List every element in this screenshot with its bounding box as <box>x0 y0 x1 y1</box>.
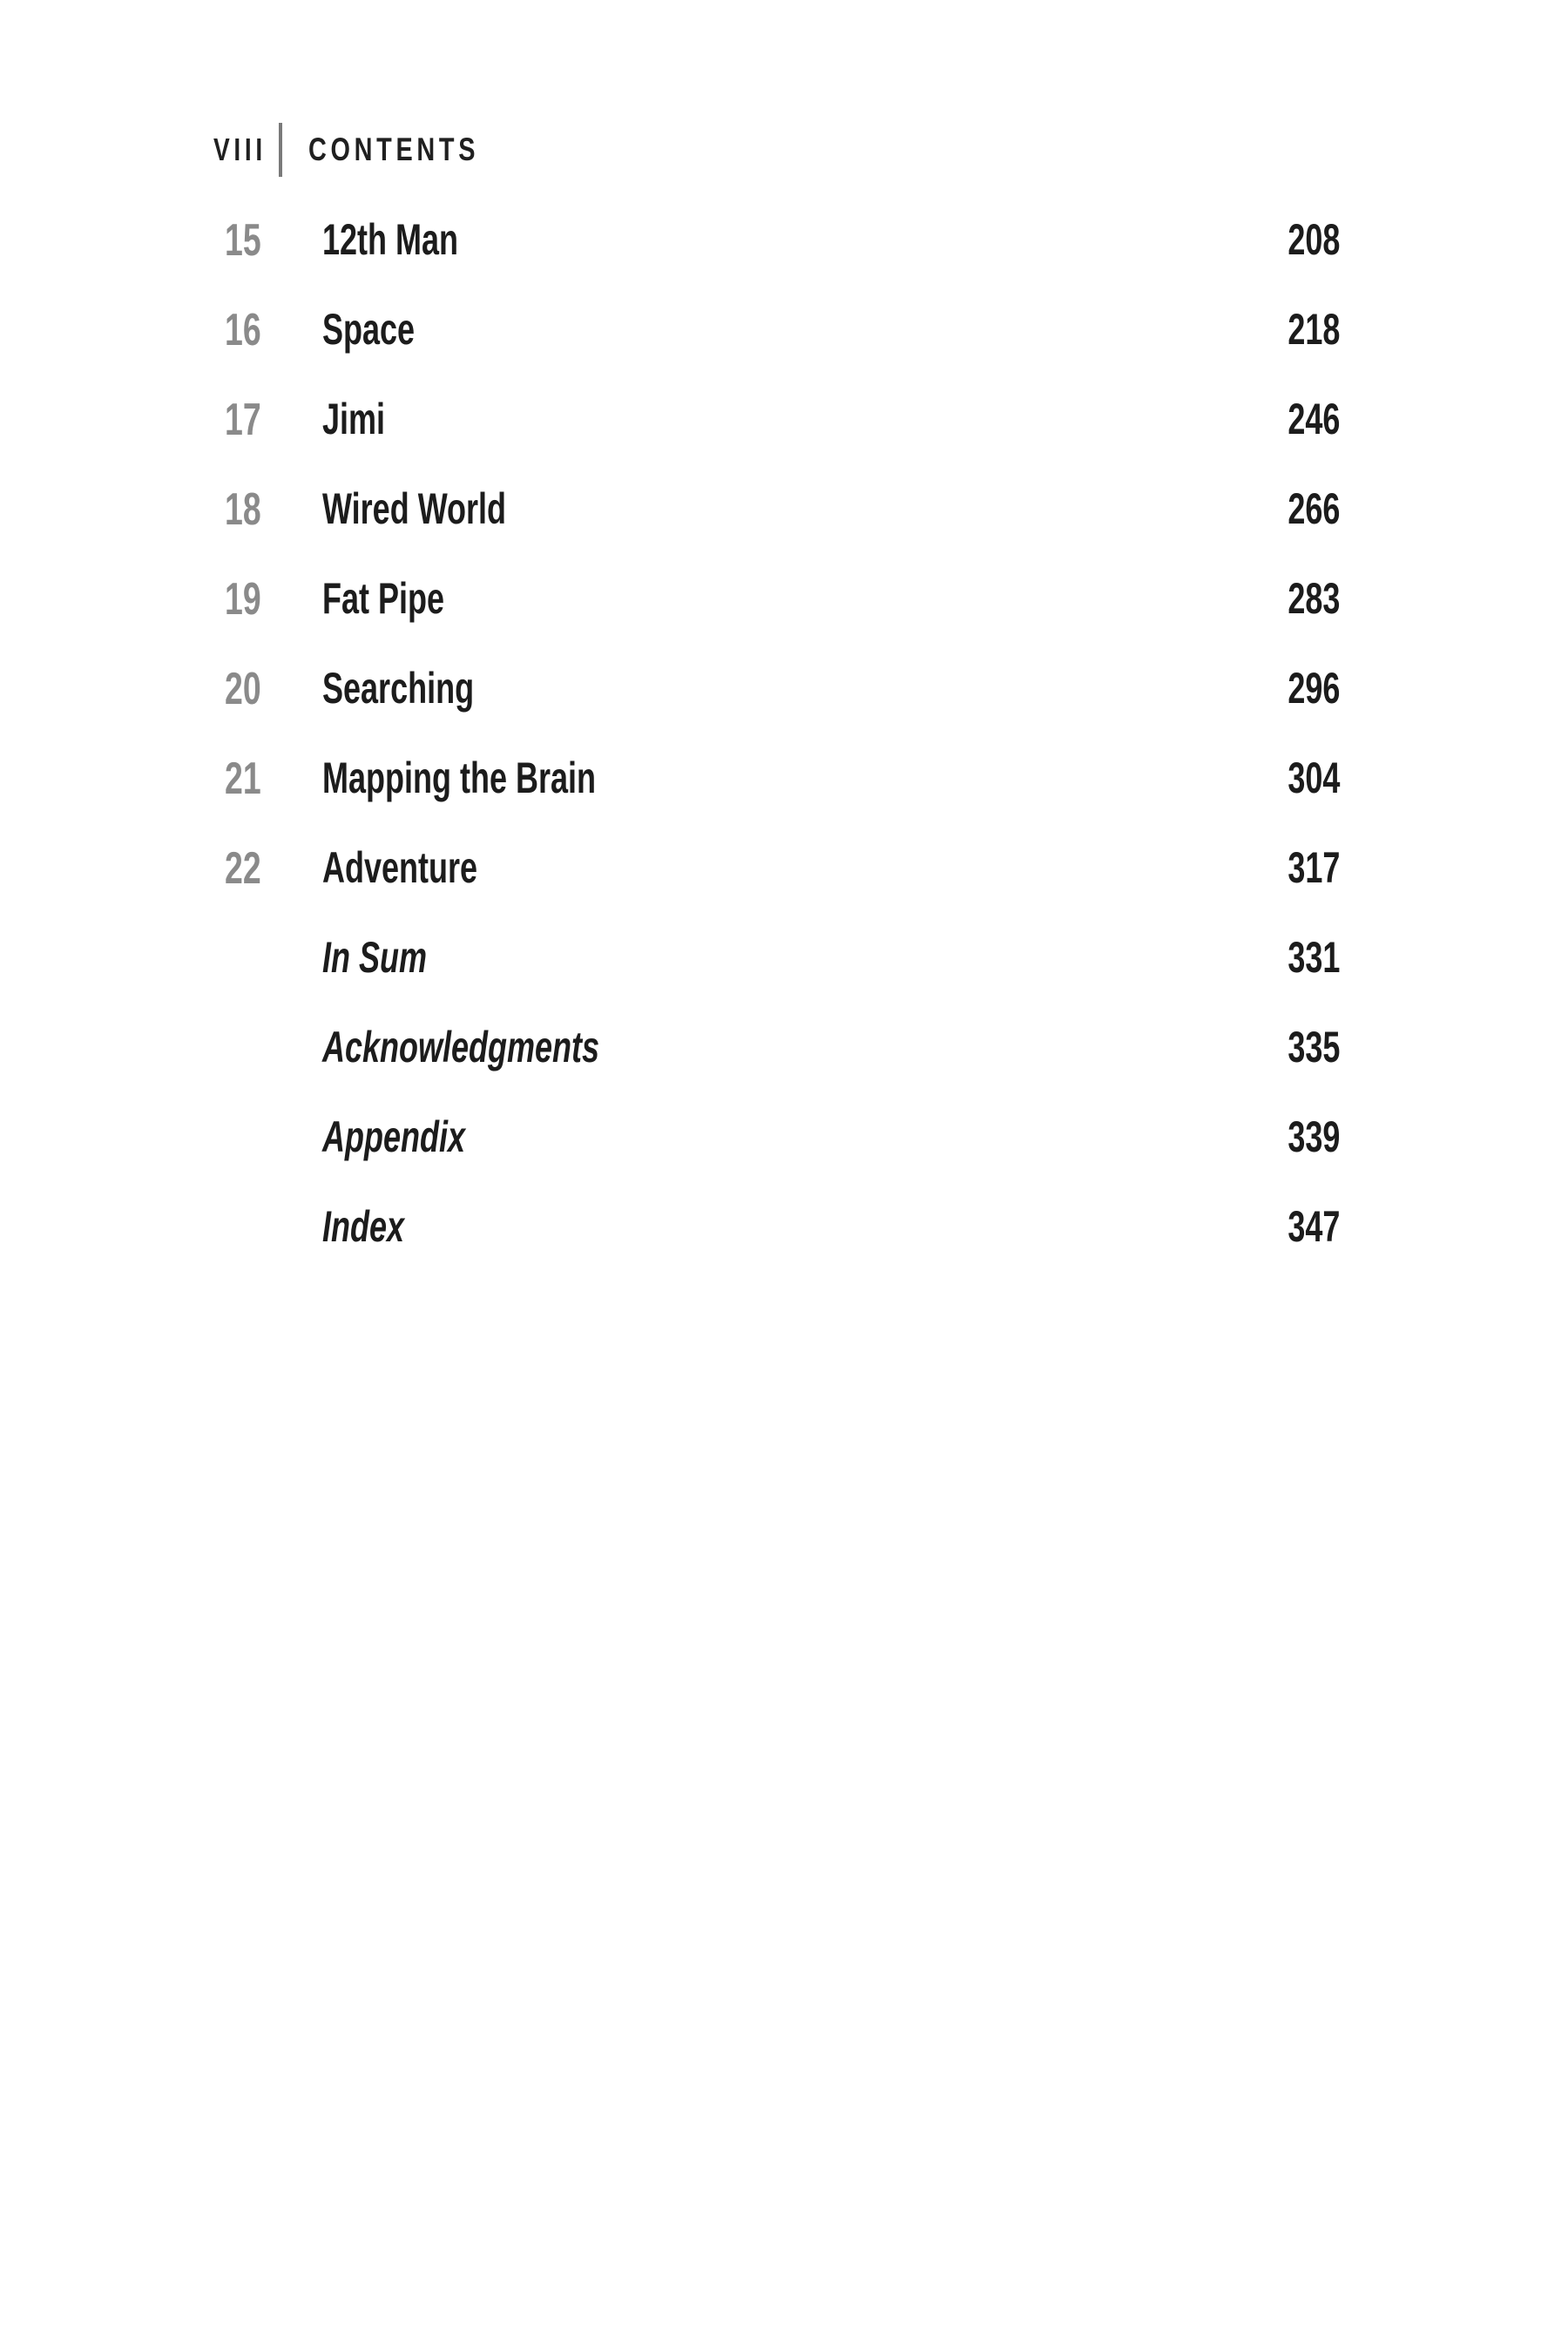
chapter-title: Mapping the Brain <box>322 754 596 802</box>
chapter-title: Space <box>322 305 416 354</box>
chapter-number: 16 <box>225 305 261 355</box>
back-matter-title: Appendix <box>322 1112 466 1161</box>
table-of-contents <box>0 199 1568 1275</box>
toc-entry[interactable] <box>0 558 1568 647</box>
toc-entry[interactable] <box>0 827 1568 916</box>
toc-entry[interactable] <box>0 199 1568 288</box>
chapter-title: Wired World <box>322 484 507 533</box>
page-number: 266 <box>1287 484 1340 533</box>
chapter-number: 20 <box>225 664 261 714</box>
page-number: 335 <box>1287 1023 1340 1071</box>
chapter-number: 15 <box>225 215 261 266</box>
back-matter-title: Acknowledgments <box>322 1023 600 1071</box>
page-number: 304 <box>1287 754 1340 802</box>
chapter-title: Searching <box>322 664 475 713</box>
page-number: 246 <box>1287 395 1340 443</box>
toc-entry[interactable] <box>0 378 1568 468</box>
header-divider <box>279 123 282 177</box>
chapter-number: 21 <box>225 754 261 804</box>
chapter-number: 18 <box>225 484 261 535</box>
page-number: 283 <box>1287 574 1340 623</box>
page-number: 331 <box>1287 933 1340 982</box>
page-number: 218 <box>1287 305 1340 354</box>
chapter-title: Fat Pipe <box>322 574 445 623</box>
chapter-number: 19 <box>225 574 261 625</box>
page-number: 296 <box>1287 664 1340 713</box>
page-number: 347 <box>1287 1202 1340 1251</box>
chapter-title: Adventure <box>322 843 478 892</box>
page-number: 208 <box>1287 215 1340 264</box>
page-number: 339 <box>1287 1112 1340 1161</box>
toc-entry-back-matter[interactable] <box>0 1006 1568 1096</box>
toc-entry[interactable] <box>0 288 1568 378</box>
toc-entry[interactable] <box>0 737 1568 827</box>
page-number: 317 <box>1287 843 1340 892</box>
section-title: CONTENTS <box>308 132 480 167</box>
back-matter-title: Index <box>322 1202 405 1251</box>
toc-entry[interactable] <box>0 647 1568 737</box>
toc-entry-back-matter[interactable] <box>0 1096 1568 1186</box>
chapter-number: 22 <box>225 843 261 894</box>
toc-entry-back-matter[interactable] <box>0 1186 1568 1275</box>
chapter-title: Jimi <box>322 395 386 443</box>
back-matter-title: In Sum <box>322 933 428 982</box>
toc-entry-back-matter[interactable] <box>0 916 1568 1006</box>
chapter-number: 17 <box>225 395 261 445</box>
chapter-title: 12th Man <box>322 215 459 264</box>
running-head <box>213 124 528 176</box>
page-folio: VIII <box>213 132 267 167</box>
toc-entry[interactable] <box>0 468 1568 558</box>
